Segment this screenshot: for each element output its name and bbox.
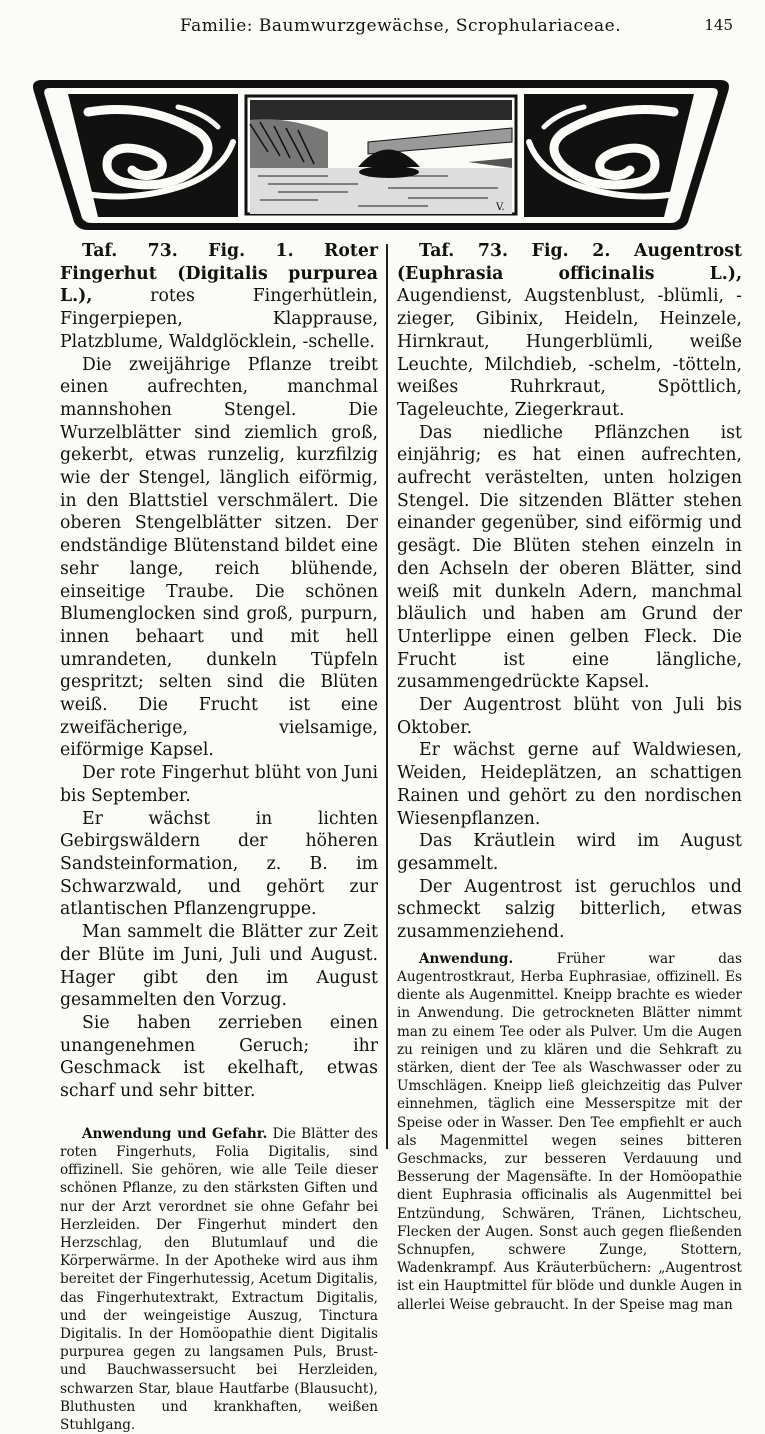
left-heading-bold: Taf. 73. Fig. 1. Roter Fingerhut (Digitalis purpurea L.), xyxy=(60,241,378,307)
left-paragraph-4: Man sammelt die Blätter zur Zeit der Blüte im Juni, Juli und August. Hager gibt den im August gesammelten den Vorzug. xyxy=(60,922,378,1011)
right-paragraph-3: Er wächst gerne auf Waldwiesen, Weiden, Heideplätzen, an schattigen Rainen und gehört zu den nordischen Wiesenpflanzen. xyxy=(397,740,742,829)
left-paragraph-5: Sie haben zerrieben einen unangenehmen Geruch; ihr Geschmack ist ekelhaft, etwas scharf und sehr bitter. xyxy=(60,1012,378,1102)
right-paragraph-4: Das Kräutlein wird im August gesammelt. xyxy=(397,831,742,874)
right-column xyxy=(397,240,742,1314)
column-divider xyxy=(386,244,388,1149)
right-heading-bold: Taf. 73. Fig. 2. Augentrost (Euphrasia officinalis L.), xyxy=(397,241,742,284)
banner-signature: V. xyxy=(496,202,505,213)
left-column xyxy=(60,240,378,1434)
page-number: 145 xyxy=(704,16,733,34)
left-use-section xyxy=(60,1125,378,1434)
right-heading-synonyms: Augendienst, Augstenblust, -blümli, -zieger, Gibinix, Heideln, Heinzele, Hirnkraut, Hungerblümli, weiße Leuchte, Milchdieb, -schelm, -tötteln, weißes Ruhrkraut, Spöttlich, Tageleuchte, Ziegerkraut. xyxy=(397,286,742,420)
left-heading-synonyms: rotes Fingerhütlein, Fingerpiepen, Klapprause, Platzblume, Waldglöcklein, -schelle. xyxy=(60,286,378,352)
right-use-text: Früher war das Augentrostkraut, Herba Euphrasiae, offizinell. Es diente als Augenmittel. Kneipp brachte es wieder in Anwendung. Die getrockneten Blätter nimmt man zu einem Tee oder als Pulver. Um die Augen zu reinigen und zu klären und die Sehkraft zu stärken, dient der Tee als Waschwasser oder zu Umschlägen. Kneipp ließ gleichzeitig das Pulver einnehmen, täglich eine Messerspitze mit der Speise oder in Wasser. Den Tee empfiehlt er auch als Magenmittel wegen seines bitteren Geschmacks, zur besseren Verdauung und Besserung der Magensäfte. In der Homöopathie dient Euphrasia officinalis als Augenmittel bei Entzündung, Schwären, Tränen, Lichtscheu, Flecken der Augen. Sonst auch gegen fließenden Schnupfen, schwere Zunge, Stottern, Wadenkrampf. Aus Kräuterbüchern: „Augentrost ist ein Hauptmittel für blöde und dunkle Augen in allerlei Weise gebraucht. In der Speise mag man xyxy=(397,950,742,1313)
left-paragraph-2: Der rote Fingerhut blüht von Juni bis September. xyxy=(60,763,378,806)
right-paragraph-2: Der Augentrost blüht von Juli bis Oktober. xyxy=(397,695,742,738)
landscape-illustration xyxy=(246,96,516,214)
page-header xyxy=(0,14,765,38)
running-title: Familie: Baumwurzgewächse, Scrophulariaceae. xyxy=(180,16,622,36)
left-use-heading: Anwendung und Gefahr. xyxy=(82,1125,268,1142)
decorative-banner xyxy=(28,72,734,236)
left-use-text: Die Blätter des roten Fingerhuts, Folia Digitalis, sind offizinell. Sie gehören, wie alle Teile dieser schönen Pflanze, zu den stärksten Giften und nur der Arzt verordnet sie ohne Gefahr bei Herzleiden. Der Fingerhut mindert den Herzschlag, den Blutumlauf und die Körperwärme. In der Apotheke wird aus ihm bereitet der Fingerhutessig, Acetum Digitalis, das Fingerhutextrakt, Extractum Digitalis, und der weingeistige Auszug, Tinctura Digitalis. In der Homöopathie dient Digitalis purpurea gegen zu langsamen Puls, Brust- und Bauchwassersucht bei Herzleiden, schwarzen Star, blaue Hautfarbe (Blausucht), Bluthusten und krankhaften, weißen Stuhlgang. xyxy=(60,1125,378,1433)
left-heading xyxy=(60,240,378,354)
right-heading xyxy=(397,240,742,422)
left-paragraph-3: Er wächst in lichten Gebirgswäldern der höheren Sandsteinformation, z. B. im Schwarzwald, und gehört zur atlantischen Pflanzengruppe. xyxy=(60,808,378,920)
right-paragraph-1: Das niedliche Pflänzchen ist einjährig; es hat einen aufrechten, aufrecht verästelten, unten holzigen Stengel. Die sitzenden Blätter stehen einander gegenüber, sind eiförmig und gesägt. Die Blüten stehen einzeln in den Achseln der oberen Blätter, sind weiß mit dunkeln Adern, manchmal bläulich und haben am Grund der Unterlippe einen gelben Fleck. Die Frucht ist eine längliche, zusammengedrückte Kapsel. xyxy=(397,422,742,693)
right-use-section xyxy=(397,950,742,1314)
right-paragraph-5: Der Augentrost ist geruchlos und schmeckt salzig bitterlich, etwas zusammenziehend. xyxy=(397,876,742,943)
right-ornament xyxy=(524,94,694,217)
left-paragraph-1: Die zweijährige Pflanze treibt einen aufrechten, manchmal mannshohen Stengel. Die Wurzelblätter sind ziemlich groß, gekerbt, etwas runzelig, kurzfilzig wie der Stengel, länglich eiförmig, in den Blattstiel verschmälert. Die oberen Stengelblätter sitzen. Der endständige Blütenstand bildet eine sehr lange, reich blühende, einseitige Traube. Die schönen Blumenglocken sind groß, purpurn, innen behaart und mit hell umrandeten, dunkeln Tüpfeln gespritzt; selten sind die Blüten weiß. Die Frucht ist eine zweifächerige, vielsamige, eiförmige Kapsel. xyxy=(60,354,378,761)
right-use-heading: Anwendung. xyxy=(419,950,514,967)
